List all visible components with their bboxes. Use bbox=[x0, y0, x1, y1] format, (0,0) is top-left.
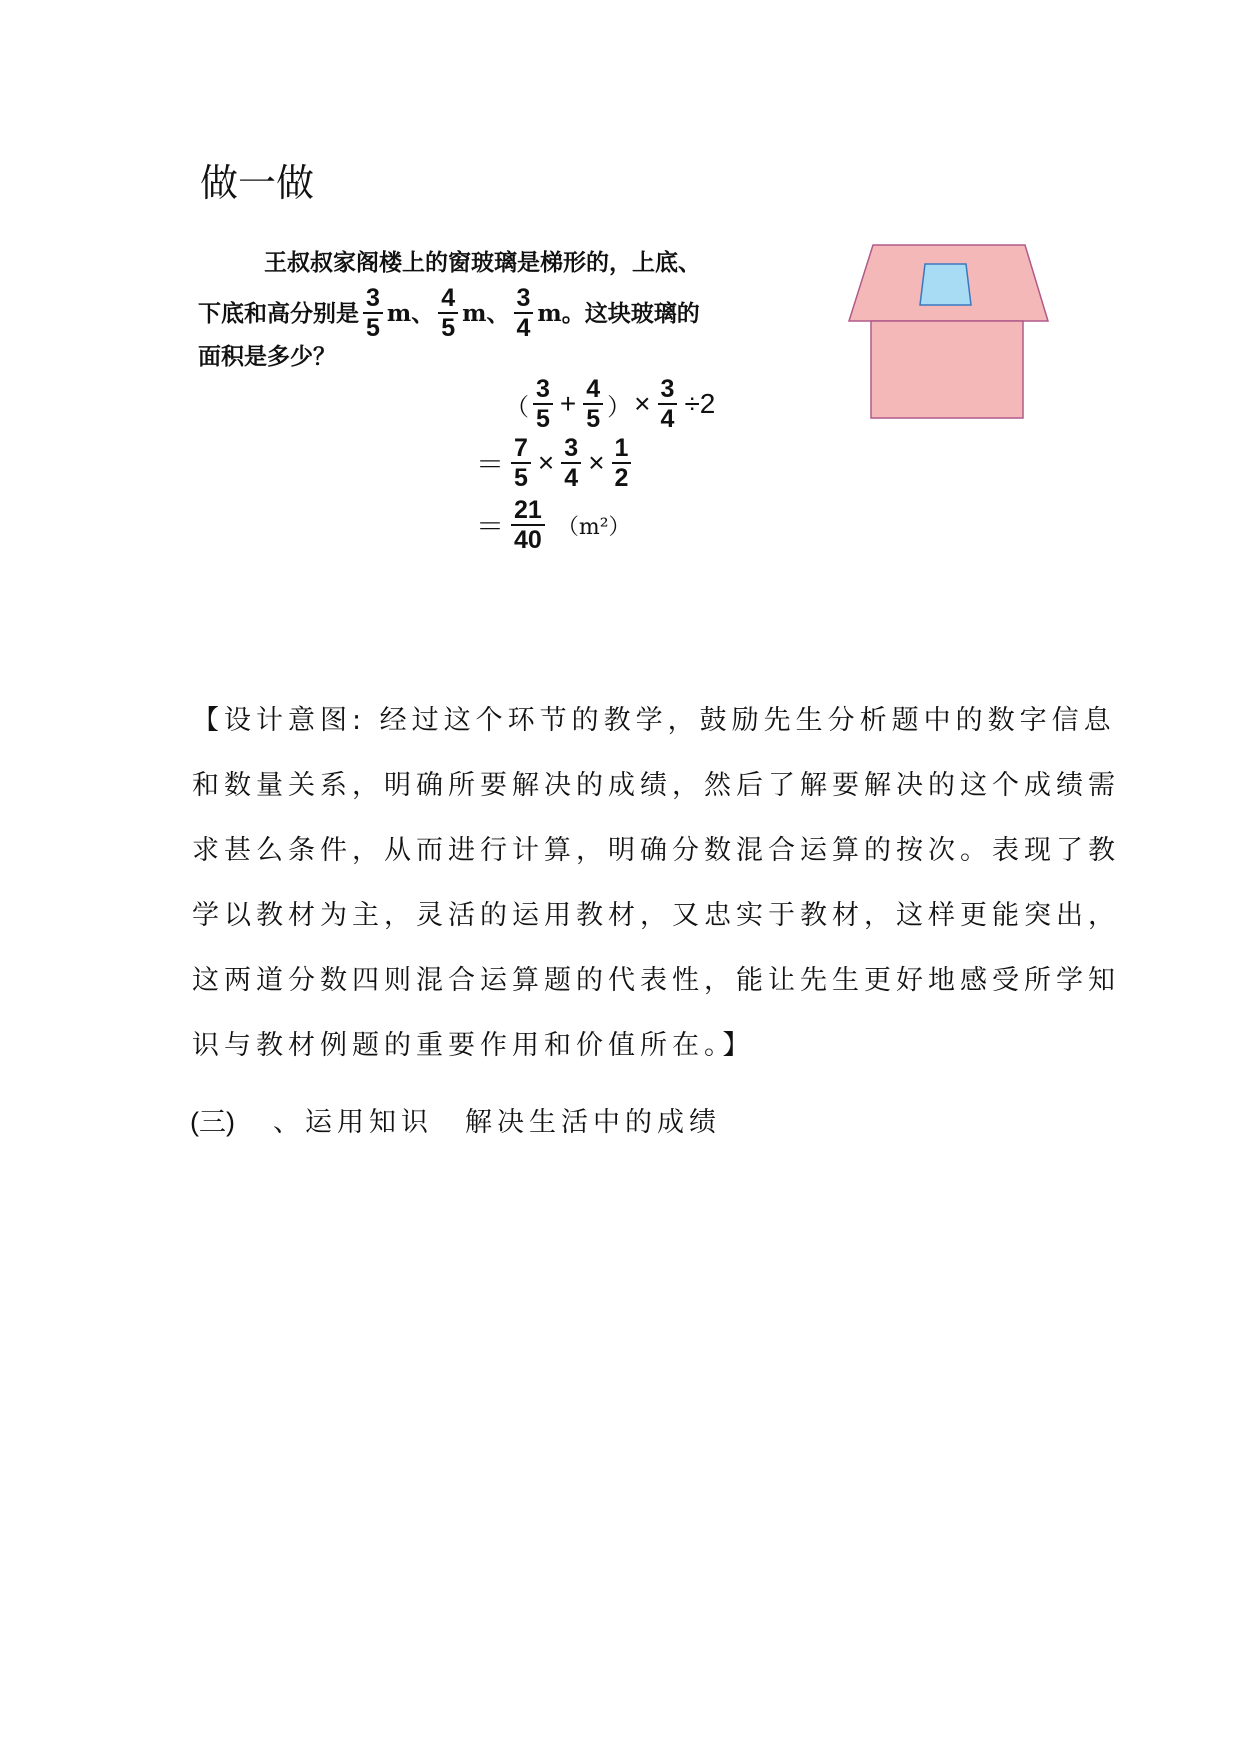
fraction-numerator: 3 bbox=[363, 285, 383, 314]
lower-base-fraction bbox=[438, 285, 458, 342]
fraction-numerator: 3 bbox=[658, 376, 678, 405]
fraction-numerator: 3 bbox=[533, 376, 553, 405]
times-sign: × bbox=[634, 388, 651, 420]
fraction bbox=[658, 376, 678, 433]
section-title: 做一做 bbox=[200, 161, 315, 205]
solution-step-2 bbox=[473, 435, 635, 492]
fraction bbox=[612, 435, 632, 492]
fraction-denominator: 4 bbox=[660, 405, 675, 434]
fraction-numerator: 1 bbox=[612, 435, 632, 464]
house-wall bbox=[871, 321, 1023, 418]
design-intent-line: 学以教材为主，灵活的运用教材，又忠实于教材，这样更能突出， bbox=[192, 900, 1120, 931]
problem-line-1: 王叔叔家阁楼上的窗玻璃是梯形的，上底、 bbox=[264, 249, 701, 276]
unit-separator: m、 bbox=[386, 299, 435, 327]
open-paren: （ bbox=[505, 392, 529, 421]
unit-separator: m、 bbox=[462, 299, 510, 327]
fraction bbox=[511, 435, 531, 492]
fraction-denominator: 2 bbox=[614, 464, 629, 493]
design-intent-line: 求甚么条件，从而进行计算，明确分数混合运算的按次。表现了教 bbox=[192, 835, 1120, 866]
fraction-denominator: 4 bbox=[564, 464, 579, 493]
times-sign: × bbox=[588, 447, 605, 479]
fraction bbox=[583, 376, 603, 433]
design-intent-line: 和数量关系，明确所要解决的成绩，然后了解要解决的这个成绩需 bbox=[192, 770, 1120, 801]
fraction-denominator: 5 bbox=[366, 314, 380, 343]
design-intent-paragraph bbox=[192, 688, 1120, 1078]
design-intent-line: 这两道分数四则混合运算题的代表性，能让先生更好地感受所学知 bbox=[192, 965, 1120, 996]
solution-step-3 bbox=[473, 497, 631, 554]
fraction-numerator: 3 bbox=[561, 435, 581, 464]
problem-line-2-prefix: 下底和高分别是 bbox=[198, 299, 359, 327]
fraction-denominator: 5 bbox=[441, 314, 456, 343]
fraction-numerator: 4 bbox=[583, 376, 603, 405]
plus-sign: + bbox=[559, 388, 577, 420]
fraction-numerator: 3 bbox=[514, 285, 534, 314]
problem-line-3: 面积是多少？ bbox=[198, 343, 336, 370]
fraction-numerator: 4 bbox=[438, 285, 458, 314]
subheading-text: 、运用知识 解决生活中的成绩 bbox=[272, 1107, 721, 1138]
close-paren: ） bbox=[607, 392, 632, 421]
result-fraction bbox=[511, 497, 545, 554]
solution-step-1 bbox=[505, 376, 718, 433]
problem-line-2 bbox=[198, 285, 700, 342]
fraction-denominator: 5 bbox=[514, 464, 528, 493]
fraction bbox=[561, 435, 581, 492]
fraction-denominator: 40 bbox=[514, 526, 542, 555]
fraction bbox=[533, 376, 553, 433]
fraction-denominator: 5 bbox=[536, 405, 550, 434]
attic-window bbox=[920, 264, 971, 305]
subheading bbox=[190, 1100, 721, 1139]
times-sign: × bbox=[537, 447, 555, 479]
height-fraction bbox=[514, 285, 534, 342]
house-illustration bbox=[843, 243, 1053, 428]
divide-by-two: ÷2 bbox=[684, 388, 716, 420]
subheading-number: (三) bbox=[190, 1107, 235, 1137]
upper-base-fraction bbox=[363, 285, 383, 342]
fraction-denominator: 4 bbox=[516, 314, 531, 343]
design-intent-line: 【设计意图: 经过这个环节的教学，鼓励先生分析题中的数字信息 bbox=[192, 705, 1116, 736]
design-intent-line: 识与教材例题的重要作用和价值所在。】 bbox=[192, 1030, 755, 1061]
area-unit: （m²） bbox=[556, 514, 631, 540]
fraction-numerator: 7 bbox=[511, 435, 531, 464]
equals-sign: ＝ bbox=[476, 511, 505, 543]
fraction-numerator: 21 bbox=[511, 497, 545, 526]
problem-line-2-suffix: m。这块玻璃的 bbox=[537, 299, 700, 327]
fraction-denominator: 5 bbox=[586, 405, 601, 434]
equals-sign: ＝ bbox=[476, 449, 505, 481]
